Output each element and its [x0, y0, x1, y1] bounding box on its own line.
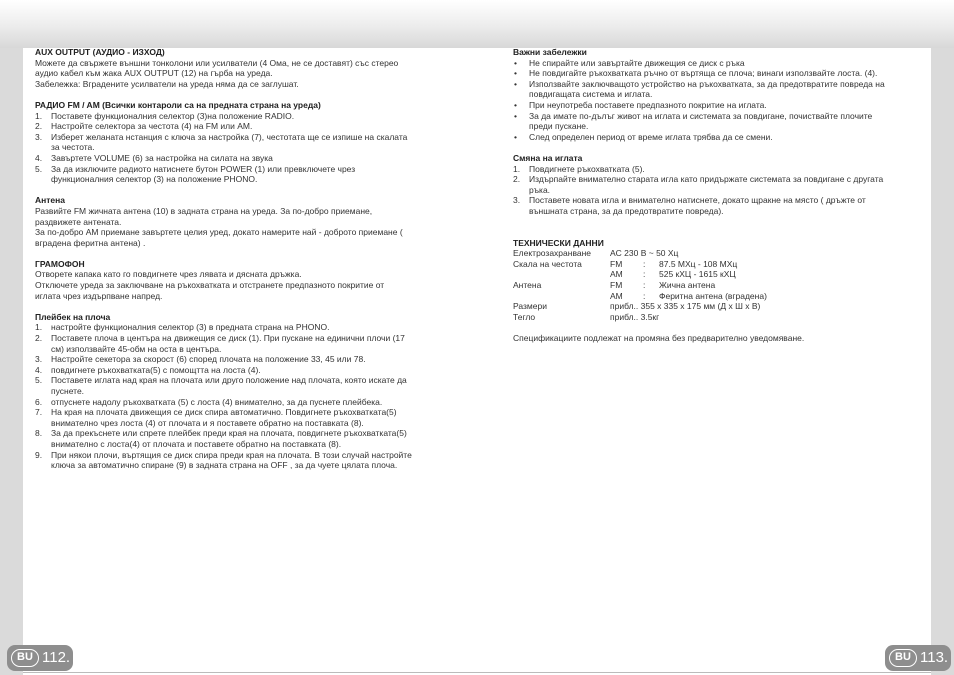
list-item: 2. Поставете плоча в центъра на движещия се диск (1). При пускане на единични плочи (17 см) използвайте 45-обм на оста в центъра.: [35, 333, 405, 354]
gramophone-line: Отворете капака като го повдигнете чрез лявата и дясната дръжка.: [35, 269, 302, 280]
tech-weight-row: Тегло прибл.. 3.5кг: [513, 311, 660, 322]
list-item: • След определен период от време иглата трябва да се смени.: [514, 131, 773, 142]
list-item: 5. Поставете иглата над края на плочата или друго положение над плочата, която искате да пуснете.: [35, 375, 407, 396]
antenna-line: раздвижете антената.: [35, 216, 122, 227]
antenna-section: [35, 195, 445, 248]
list-item: 3. Изберет желаната нстанция с ключа за настройка (7), честотата ще се изпише на скалата за честота.: [35, 131, 408, 153]
list-item: 8. За да прекъснете или спрете плейбек преди края на плочата, повдигнете ръкохватката(5) внимателно с лоста(4) от плочата и поставете обратно на поставката (8).: [35, 428, 407, 449]
aux-line: аудио кабел към жака AUX OUTPUT (12) на гърба на уреда.: [35, 68, 273, 79]
tech-dims-row: Размери прибл.. 355 x 335 x 175 мм (Д x Ш x В): [513, 301, 761, 312]
antenna-line: За по-добро AM приемане завъртете целия уред, докато намерите най - доброто приемане (: [35, 227, 403, 238]
tech-scale-fm-row: Скала на честота FM : 87.5 МХц - 108 МХц: [513, 258, 738, 269]
language-code: BU: [889, 649, 917, 667]
antenna-line: вградена феритна антена) .: [35, 237, 146, 248]
notes-section: [513, 47, 923, 142]
gramophone-section: [35, 259, 445, 301]
aux-output-heading: AUX OUTPUT (АУДИО - ИЗХОД): [35, 47, 165, 57]
list-item: 1. Повдигнете ръкохватката (5).: [513, 163, 645, 174]
header-band: [0, 0, 954, 48]
gramophone-line: Отключете уреда за заключване на ръкохватката и отстранете предпазното покритие от: [35, 280, 385, 291]
list-item: 4. повдигнете ръкохватката(5) с помощтта на лоста (4).: [35, 364, 261, 375]
playback-heading: Плейбек на плоча: [35, 311, 111, 322]
tech-heading: ТЕХНИЧЕСКИ ДАННИ: [513, 237, 604, 248]
list-item: 1. Поставете функционалния селектор (3)на положение RADIO.: [35, 110, 295, 121]
page-badge-left: [7, 645, 73, 671]
list-item: 9. При някои плочи, въртящия се диск спира преди края на плочата. В този случай настройте ключа за автоматично спиране (9) в задната страна на OFF , за да чуете цялата плоча.: [35, 449, 412, 471]
tech-antenna-fm-row: Антена FM : Жична антена: [513, 280, 716, 291]
list-item: • При неупотреба поставете предпазното покритие на иглата.: [514, 99, 767, 110]
list-item: • Използвайте заключващото устройство на ръкохватката, за да предотвратите повреда на повдигащата система и иглата.: [514, 78, 885, 100]
list-item: • Не повдигайте ръкохватката ръчно от въртяща се плоча; винаги използвайте лоста. (4).: [514, 68, 878, 79]
list-item: 1. настройте функционалния селектор (3) в предната страна на PHONO.: [35, 322, 330, 333]
page-number-left: 112.: [42, 649, 71, 666]
left-page-content: [35, 47, 445, 471]
antenna-heading: Антена: [35, 195, 66, 206]
page-badge-right: [885, 645, 951, 671]
list-item: • Не спирайте или завъртайте движещия се диск с ръка: [514, 57, 745, 68]
playback-steps: [35, 322, 445, 470]
tech-disclaimer: Спецификациите подлежат на промяна без предварително уведомяване.: [513, 333, 805, 344]
language-code: BU: [11, 649, 39, 667]
playback-section: [35, 312, 445, 471]
list-item: 3. Настройте секетора за скорост (6) според плочата на положение 33, 45 или 78.: [35, 354, 366, 365]
tech-section: [513, 238, 923, 344]
page-number-right: 113.: [920, 649, 949, 666]
radio-steps: [35, 111, 445, 185]
needle-heading: Смяна на иглата: [513, 152, 583, 163]
right-page-content: [513, 47, 923, 344]
list-item: 7. На края на плочата движещия се диск спира автоматично. Повдигнете ръкохватката(5) внимателно чрез лоста (4) от плочата и я поставете обратно на поставката (8).: [35, 407, 397, 428]
tech-antenna-am-row: AM : Феритна антена (вградена): [610, 290, 767, 301]
tech-power-row: Електрозахранване AC 230 В ~ 50 Хц: [513, 248, 679, 259]
list-item: 6. отпуснете надолу ръкохватката (5) с лоста (4) внимателно, за да пуснете плейбека.: [35, 396, 383, 407]
needle-steps: [513, 164, 923, 217]
list-item: 5. За да изключите радиото натиснете бутон POWER (1) или превключете чрез функционалния селектор (3) на положение PHONO.: [35, 163, 356, 185]
notes-heading: Важни забележки: [513, 47, 587, 57]
aux-line: Забележка: Вградените усилватели на уреда няма да се заглушат.: [35, 78, 299, 89]
list-item: 3. Поставете новата игла и внимателно натиснете, докато щракне на място ( дръжте от външната страна, за да предотвратите повреда).: [513, 195, 866, 216]
left-margin-bar: [0, 48, 23, 675]
list-item: 2. Настройте селектора за честота (4) на FM или AM.: [35, 121, 253, 132]
gramophone-line: иглата чрез издърпване напред.: [35, 290, 163, 301]
needle-section: [513, 153, 923, 217]
right-margin-bar: [931, 48, 954, 675]
radio-section: [35, 100, 445, 185]
tech-scale-am-row: AM : 525 кХЦ - 1615 кХЦ: [610, 269, 736, 280]
radio-heading: РАДИО FM / AM (Всички контароли са на предната страна на уреда): [35, 99, 321, 110]
aux-output-section: [35, 47, 445, 89]
gramophone-heading: ГРАМОФОН: [35, 258, 85, 269]
list-item: 4. Завъртете VOLUME (6) за настройка на силата на звука: [35, 152, 273, 163]
antenna-line: Развийте FM жичната антена (10) в задната страна на уреда. За по-добро приемане,: [35, 205, 373, 216]
list-item: 2. Издърпайте внимателно старата игла като придържате системата за повдигане с другата ръка.: [513, 174, 884, 195]
notes-list: [513, 58, 923, 143]
aux-line: Можете да свържете външни тонколони или усилватели (4 Ома, не се доставят) със стерео: [35, 57, 399, 68]
list-item: • За да имате по-дълъг живот на иглата и системата за повдигане, почиствайте плочите преди пускане.: [514, 110, 873, 132]
bottom-rule: [23, 672, 931, 673]
